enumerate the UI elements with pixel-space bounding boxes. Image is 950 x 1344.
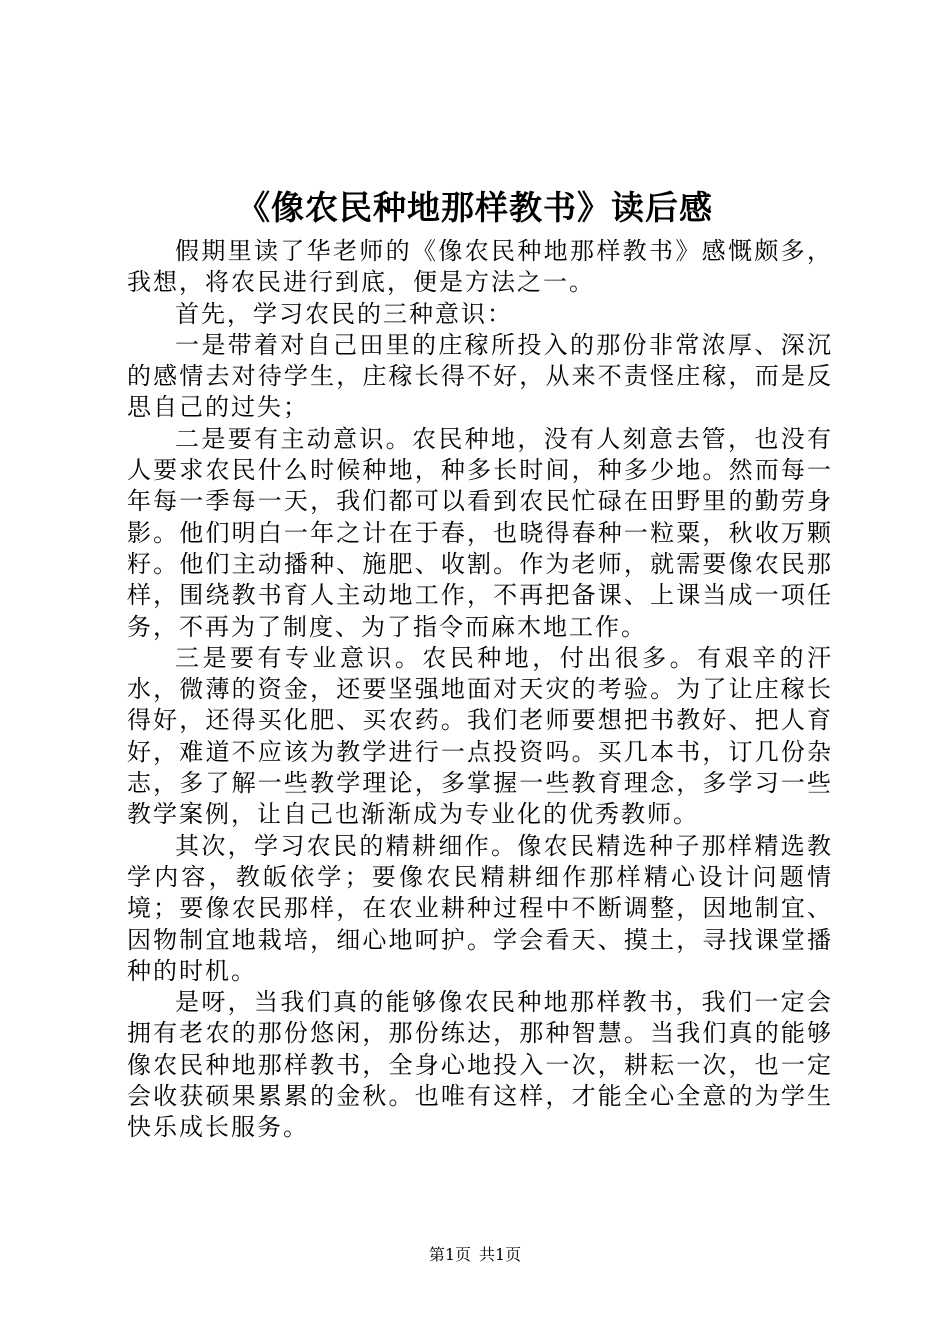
paragraph-conclusion: 是呀，当我们真的能够像农民种地那样教书，我们一定会拥有老农的那份悠闲，那份练达，那种智慧。当我们真的能够像农民种地那样教书，全身心地投入一次，耕耘一次，也一定会收获硕果累累的金秋。也唯有这样，才能全心全意的为学生快乐成长服务。: [127, 988, 833, 1142]
paragraph-point-one: 一是带着对自己田里的庄稼所投入的那份非常浓厚、深沉的感情去对待学生，庄稼长得不好，从来不责怪庄稼，而是反思自己的过失；: [127, 330, 833, 422]
paragraph-second: 其次，学习农民的精耕细作。像农民精选种子那样精选教学内容，教皈依学；要像农民精耕细作那样精心设计问题情境；要像农民那样，在农业耕种过程中不断调整，因地制宜、因物制宜地栽培，细心地呵护。学会看天、摸土，寻找课堂播种的时机。: [127, 831, 833, 985]
paragraph-point-two: 二是要有主动意识。农民种地，没有人刻意去管，也没有人要求农民什么时候种地，种多长时间，种多少地。然而每一年每一季每一天，我们都可以看到农民忙碌在田野里的勤劳身影。他们明白一年之计在于春，也晓得春种一粒粟，秋收万颗籽。他们主动播种、施肥、收割。作为老师，就需要像农民那样，围绕教书育人主动地工作，不再把备课、上课当成一项任务，不再为了制度、为了指令而麻木地工作。: [127, 424, 833, 641]
document-body: [127, 236, 833, 1144]
page-count: 共1页: [479, 1245, 522, 1264]
page-footer: [0, 1244, 950, 1266]
paragraph-first: 首先，学习农民的三种意识：: [175, 299, 513, 328]
page-number: 第1页: [428, 1245, 471, 1264]
paragraph-point-three: 三是要有专业意识。农民种地，付出很多。有艰辛的汗水，微薄的资金，还要坚强地面对天灾的考验。为了让庄稼长得好，还得买化肥、买农药。我们老师要想把书教好、把人育好，难道不应该为教学进行一点投资吗。买几本书，订几份杂志，多了解一些教学理论，多掌握一些教育理念，多学习一些教学案例，让自己也渐渐成为专业化的优秀教师。: [127, 643, 833, 829]
document-title: 《像农民种地那样教书》读后感: [237, 188, 713, 227]
paragraph-intro: 假期里读了华老师的《像农民种地那样教书》感慨颇多，我想，将农民进行到底，便是方法之一。: [127, 237, 833, 297]
